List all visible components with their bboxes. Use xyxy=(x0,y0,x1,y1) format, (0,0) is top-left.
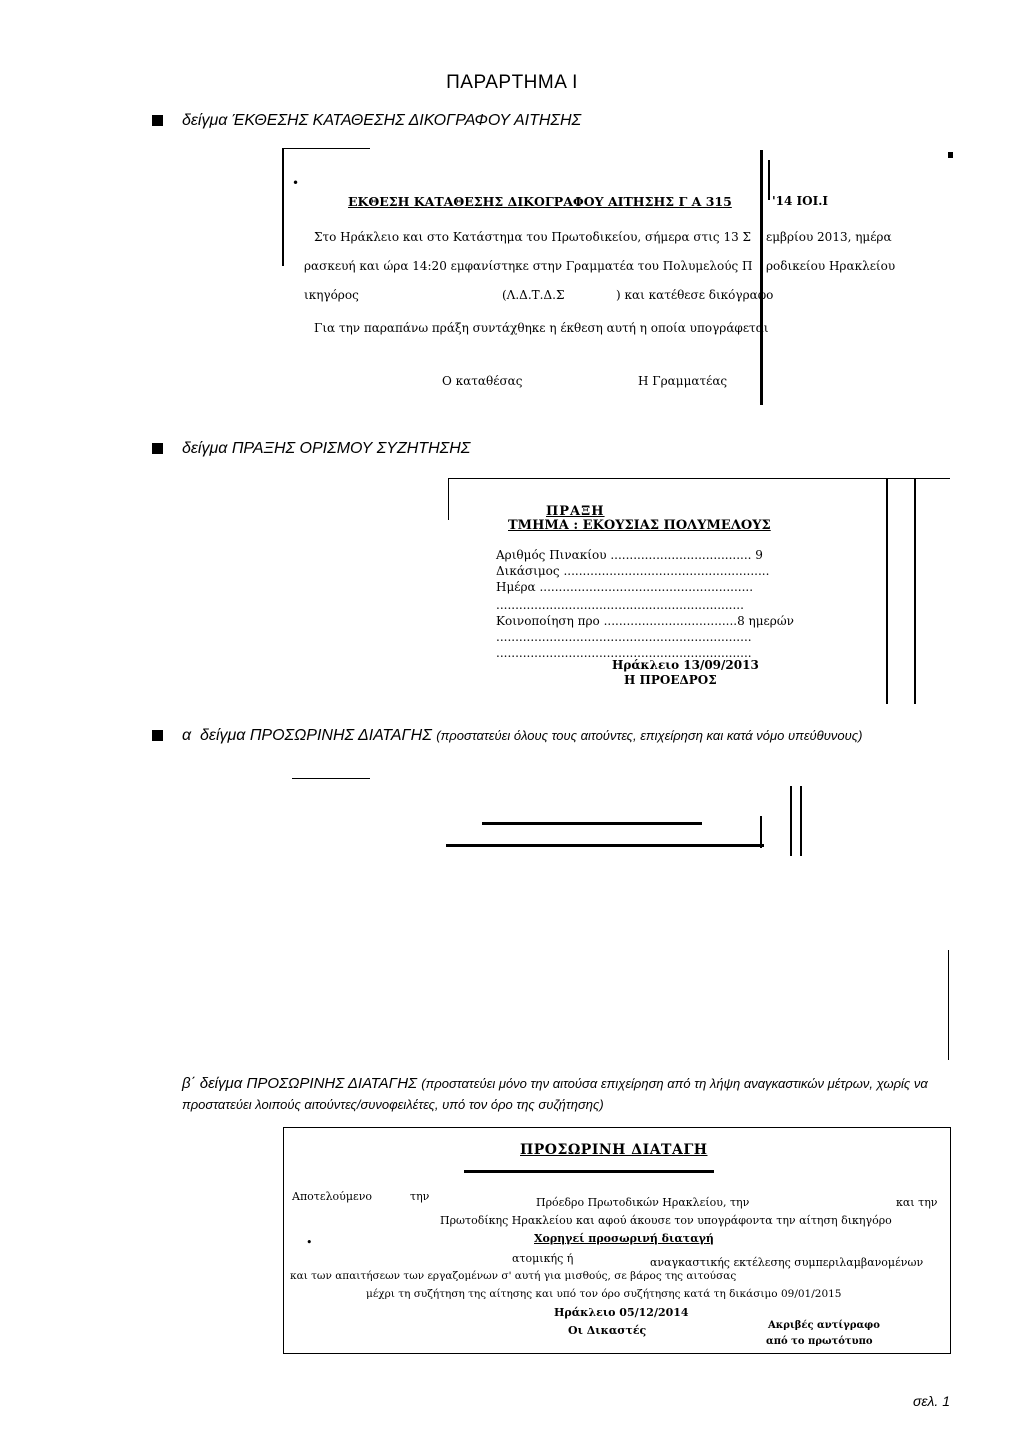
bullet-square-icon xyxy=(152,443,163,454)
bullet-square-icon xyxy=(152,115,163,126)
sample4-stamp-line2: από το πρωτότυπο xyxy=(766,1336,873,1347)
section-4-heading: β΄ δείγμα ΠΡΟΣΩΡΙΝΗΣ ΔΙΑΤΑΓΗΣ (προστατεύει μόνο την αιτούσα επιχείρηση από τη λήψη αναγκαστικών μέτρων, χωρίς να προστατεύει λοιπούς αιτούντες/συνοφειλέτες, υπό τον όρο της συζήτησης) xyxy=(182,1075,928,1112)
section-1-heading: δείγμα ΈΚΘΕΣΗΣ ΚΑΤΑΘΕΣΗΣ ΔΙΚΟΓΡΑΦΟΥ ΑΙΤΗΣΗΣ xyxy=(152,110,581,132)
sample1-depositor-label: Ο καταθέσας xyxy=(442,374,523,388)
sample4-stamp-line1: Ακριβές αντίγραφο xyxy=(768,1320,880,1331)
page-number: σελ. 1 xyxy=(912,1393,950,1409)
sample-provisional-order-a xyxy=(292,778,964,1078)
sample1-heading: ΕΚΘΕΣΗ ΚΑΤΑΘΕΣΗΣ ΔΙΚΟΓΡΑΦΟΥ ΑΙΤΗΣΗΣ Γ Α 315 xyxy=(348,194,732,209)
sample-hearing-act: ΠΡΑΞΗ ΤΜΗΜΑ : ΕΚΟΥΣΙΑΣ ΠΟΛΥΜΕΛΟΥΣ Αριθμός Πινακίου ..................................... 9 Δικάσιμος ...................................................... Ημέρα ........................................................ ................................................................. Κοινοποίηση προ ...................................8 ημερών ................................................................... ................................................................... Ηράκλειο 13/09/2013 Η ΠΡΟΕΔΡΟΣ xyxy=(448,478,950,708)
sample-provisional-order-b: ΠΡΟΣΩΡΙΝΗ ΔΙΑΤΑΓΗ Αποτελούμενο την Πρόεδρο Πρωτοδικών Ηρακλείου, την και την Πρωτοδίκης Ηρακλείου και αφού άκουσε τον υπογράφοντα την αίτηση δικηγόρο • Χορηγεί προσωρινή διαταγή ατομικής ή αναγκαστικής εκτέλεσης συμπεριλαμβανομένων και των απαιτήσεων των εργαζομένων σ' αυτή για μισθούς, σε βάρος της αιτούσας μέχρι τη συζήτηση της αίτησης και υπό τον όρο συζήτησης κατά τη δικάσιμο 09/01/2015 Ηράκλειο 05/12/2014 Οι Δικαστές Ακριβές αντίγραφο από το πρωτότυπο xyxy=(283,1127,951,1354)
sample1-clerk-label: Η Γραμματέας xyxy=(638,374,728,388)
sample4-date: Ηράκλειο 05/12/2014 xyxy=(554,1306,689,1319)
sample2-signer: Η ΠΡΟΕΔΡΟΣ xyxy=(624,673,717,687)
section-3-heading: α δείγμα ΠΡΟΣΩΡΙΝΗΣ ΔΙΑΤΑΓΗΣ (προστατεύει όλους τους αιτούντες, επιχείρηση και κατά νόμο υπεύθυνους) xyxy=(152,725,962,747)
section-2-heading: δείγμα ΠΡΑΞΗΣ ΟΡΙΣΜΟΥ ΣΥΖΗΤΗΣΗΣ xyxy=(152,438,470,460)
sample2-heading: ΠΡΑΞΗ xyxy=(546,504,605,519)
bullet-square-icon xyxy=(152,730,163,741)
sample2-date: Ηράκλειο 13/09/2013 xyxy=(612,658,759,672)
sample4-heading: ΠΡΟΣΩΡΙΝΗ ΔΙΑΤΑΓΗ xyxy=(520,1142,708,1158)
sample-filing-report: • ΕΚΘΕΣΗ ΚΑΤΑΘΕΣΗΣ ΔΙΚΟΓΡΑΦΟΥ ΑΙΤΗΣΗΣ Γ Α 315 '14 ΙΟΙ.Ι Στο Ηράκλειο και στο Κατάστημα του Πρωτοδικείου, σήμερα στις 13 Σ εμβρίου 2013, ημέρα ρασκευή και ώρα 14:20 εμφανίστηκε στην Γραμματέα του Πολυμελούς Π ροδικείου Ηρακλείου ικηγόρος (Λ.Δ.Τ.Δ.Σ ) και κατέθεσε δικόγραφο Για την παραπάνω πράξη συντάχθηκε η έκθεση αυτή η οποία υπογράφεται Ο καταθέσας Η Γραμματέας xyxy=(282,148,954,413)
sample4-judge: Οι Δικαστές xyxy=(568,1324,647,1337)
page-title: ΠΑΡΑΡΤΗΜΑ Ι xyxy=(446,72,578,93)
